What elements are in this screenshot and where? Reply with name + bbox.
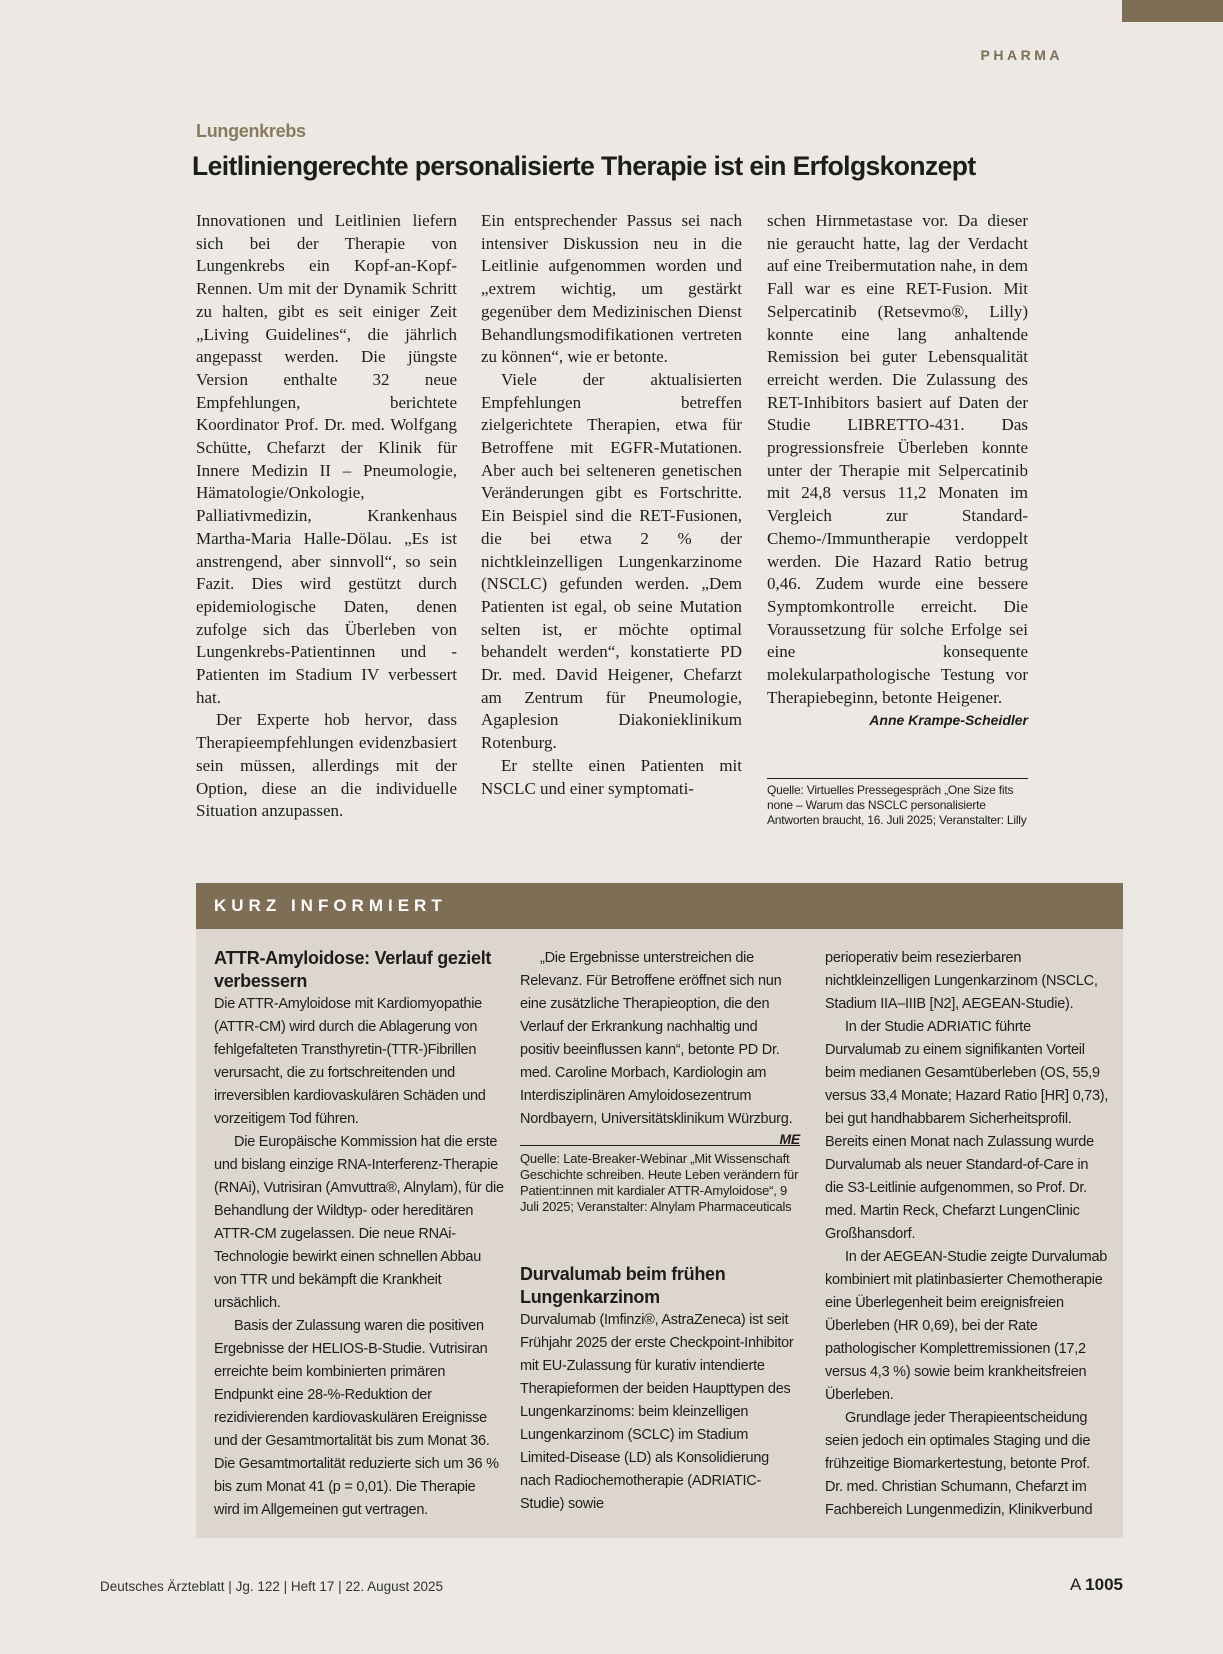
durva-heading: Durvalumab beim frühen Lungenkarzinom: [520, 1264, 726, 1307]
durva-paragraph: In der Studie ADRIATIC führte Durvalumab zu einem signifikanten Vorteil beim medianen Gesamtüberleben (OS, 55,9 versus 33,4 Monate; Hazard Ratio [HR] 0,73), bei gut handhabbarem Sicherheitsprofil. Bereits einen Monat nach Zulassung wurde Durvalumab als neuer Standard-of-Care in die S3-Leitlinie aufgenommen, so Prof. Dr. med. Martin Reck, Chefarzt LungenClinic Großhansdorf.: [825, 1019, 1109, 1242]
article-paragraph: Er stellte einen Patienten mit NSCLC und einer symptomati-: [481, 755, 742, 798]
durva-paragraph: Grundlage jeder Therapieentscheidung seien jedoch ein optimales Staging und die frühzeitige Biomarkertestung, betonte Prof. Dr. med. Christian Schumann, Chefarzt im Fachbereich Lungenmedizin, Klinikverbund: [825, 1410, 1093, 1518]
attr-quote: „Die Ergebnisse unterstreichen die Relevanz. Für Betroffene eröffnet sich nun eine zusätzliche Therapieoption, die den Verlauf der Erkrankung nachhaltig und positiv beeinflussen kann“, betonte PD Dr. med. Caroline Morbach, Kardiologin am Interdisziplinären Amyloidosezentrum Nordbayern, Universitätsklinikum Würzburg.: [520, 950, 793, 1127]
corner-tab: [1122, 0, 1223, 22]
article-paragraph: Der Experte hob hervor, dass Therapieempfehlungen evidenzbasiert sein müssen, allerdings mit der Option, diese an die individuelle Situation anzupassen.: [196, 710, 457, 821]
article-kicker: Lungenkrebs: [196, 121, 306, 141]
article-title: Leitliniengerechte personalisierte Therapie ist ein Erfolgskonzept: [192, 151, 976, 181]
article-paragraph: Innovationen und Leitlinien liefern sich bei der Therapie von Lungenkrebs ein Kopf-an-Kopf-Rennen. Um mit der Dynamik Schritt zu halten, gibt es seit einiger Zeit „Living Guidelines“, die jährlich angepasst werden. Die jüngste Version enthalte 32 neue Empfehlungen, berichtete Koordinator Prof. Dr. med. Wolfgang Schütte, Chefarzt der Klinik für Innere Medizin II – Pneumologie, Hämatologie/Onkologie, Palliativmedizin, Krankenhaus Martha-Maria Halle-Dölau. „Es ist anstrengend, aber sinnvoll“, so sein Fazit. Dies wird gestützt durch epidemiologische Daten, denen zufolge sich das Überleben von Lungenkrebs-Patientinnen und -Patienten im Stadium IV verbessert hat.: [196, 211, 457, 707]
attr-paragraph: Die Europäische Kommission hat die erste und bislang einzige RNA-Interferenz-Therapie (RNAi), Vutrisiran (Amvuttra®, Alnylam), für die Behandlung der Wildtyp- oder hereditären ATTR-CM zugelassen. Die neue RNAi-Technologie bewirkt einen schnellen Abbau von TTR und bekämpft die Krankheit ursächlich.: [214, 1134, 504, 1311]
durva-paragraph: Durvalumab (Imfinzi®, AstraZeneca) ist seit Frühjahr 2025 der erste Checkpoint-Inhibitor mit EU-Zulassung für kurativ intendierte Therapieformen der beiden Haupttypen des Lungenkarzinoms: beim kleinzelligen Lungenkarzinom (SCLC) im Stadium Limited-Disease (LD) als Konsolidierung nach Radiochemotherapie (ADRIATIC-Studie) sowie: [520, 1312, 794, 1512]
attr-source: Quelle: Late-Breaker-Webinar „Mit Wissenschaft Geschichte schreiben. Heute Leben verändern für Patient:innen mit kardialer ATTR-Amyloidose“, 9 Juli 2025; Veranstalter: Alnylam Pharmaceuticals: [520, 1145, 800, 1215]
attr-heading: ATTR-Amyloidose: Verlauf gezielt verbessern: [214, 948, 492, 991]
durva-paragraph: perioperativ beim resezierbaren nichtkleinzelligen Lungenkarzinom (NSCLC, Stadium IIA–IIIB [N2], AEGEAN-Studie).: [825, 950, 1098, 1012]
page-number: 1005: [1085, 1575, 1123, 1594]
article-paragraph: [767, 210, 1028, 729]
article-source: Quelle: Virtuelles Pressegespräch „One Size fits none – Warum das NSCLC personalisierte Antworten braucht, 16. Juli 2025; Veranstalter: Lilly: [767, 778, 1028, 828]
box-title: KURZ INFORMIERT: [214, 896, 447, 915]
box-header: [196, 883, 1123, 929]
article-column-2: [481, 210, 742, 800]
section-label: PHARMA: [980, 47, 1063, 63]
box-column-1: [214, 947, 504, 1522]
article-paragraph-text: schen Hirnmetastase vor. Da dieser nie geraucht hatte, lag der Verdacht auf eine Treibermutation nahe, in dem Fall war es eine RET-Fusion. Mit Selpercatinib (Retsevmo®, Lilly) konnte eine lang anhaltende Remission bei guter Lebensqualität erreicht werden. Die Zulassung des RET-Inhibitors basiert auf Daten der Studie LIBRETTO-431. Das progressionsfreie Überleben konnte unter der Therapie mit Selpercatinib mit 24,8 versus 11,2 Monaten im Vergleich zur Standard-Chemo-/Immuntherapie verdoppelt werden. Die Hazard Ratio betrug 0,46. Zudem wurde eine bessere Symptomkontrolle erreicht. Die Voraussetzung für solche Erfolge sei eine konsequente molekularpathologische Testung vor Therapiebeginn, betonte Heigener.: [767, 211, 1028, 707]
attr-paragraph: Die ATTR-Amyloidose mit Kardiomyopathie (ATTR-CM) wird durch die Ablagerung von fehlgefalteten Transthyretin-(TTR-)Fibrillen verursacht, die zu fortschreitenden und irreversiblen kardiovaskulären Schäden und vorzeitigem Tod führen.: [214, 996, 486, 1127]
kurz-informiert-box: [196, 883, 1123, 1538]
article-paragraph: Viele der aktualisierten Empfehlungen betreffen zielgerichtete Therapien, etwa für Betroffene mit EGFR-Mutationen. Aber auch bei selteneren genetischen Veränderungen gibt es Fortschritte. Ein Beispiel sind die RET-Fusionen, die bei etwa 2 % der nichtkleinzelligen Lungenkarzinome (NSCLC) gefunden werden. „Dem Patienten ist egal, ob seine Mutation selten ist, er möchte optimal behandelt werden“, konstatierte PD Dr. med. David Heigener, Chefarzt am Zentrum für Pneumologie, Agaplesion Diakonieklinikum Rotenburg.: [481, 369, 742, 753]
article-column-1: [196, 210, 457, 823]
article-column-3: [767, 210, 1028, 728]
box-column-2: [520, 947, 800, 1516]
box-column-3: [825, 947, 1110, 1522]
article-author: Anne Krampe-Scheidler: [869, 712, 1028, 729]
durva-paragraph: In der AEGEAN-Studie zeigte Durvalumab kombiniert mit platinbasierter Chemotherapie eine Überlegenheit beim ereignisfreien Überleben (HR 0,69), bei der Rate pathologischer Komplettremissionen (17,2 versus 4,3 %) sowie beim krankheitsfreien Überleben.: [825, 1249, 1108, 1403]
attr-paragraph: [520, 947, 800, 1147]
attr-author: ME: [779, 1131, 800, 1147]
footer-page-number: [1070, 1575, 1123, 1595]
page-prefix: A: [1070, 1575, 1081, 1594]
article-paragraph: Ein entsprechender Passus sei nach intensiver Diskussion neu in die Leitlinie aufgenommen worden und „extrem wichtig, um gestärkt gegenüber dem Medizinischen Dienst Behandlungsmodifikationen vertreten zu können“, wie er betonte.: [481, 211, 742, 367]
footer-citation: Deutsches Ärzteblatt | Jg. 122 | Heft 17 | 22. August 2025: [100, 1579, 443, 1594]
attr-paragraph: Basis der Zulassung waren die positiven Ergebnisse der HELIOS-B-Studie. Vutrisiran erreichte beim kombinierten primären Endpunkt eine 28-%-Reduktion der rezidivierenden kardiovaskulären Ereignisse und der Gesamtmortalität bis zum Monat 36. Die Gesamtmortalität reduzierte sich um 36 % bis zum Monat 41 (p = 0,01). Die Therapie wird im Allgemeinen gut vertragen.: [214, 1318, 499, 1518]
